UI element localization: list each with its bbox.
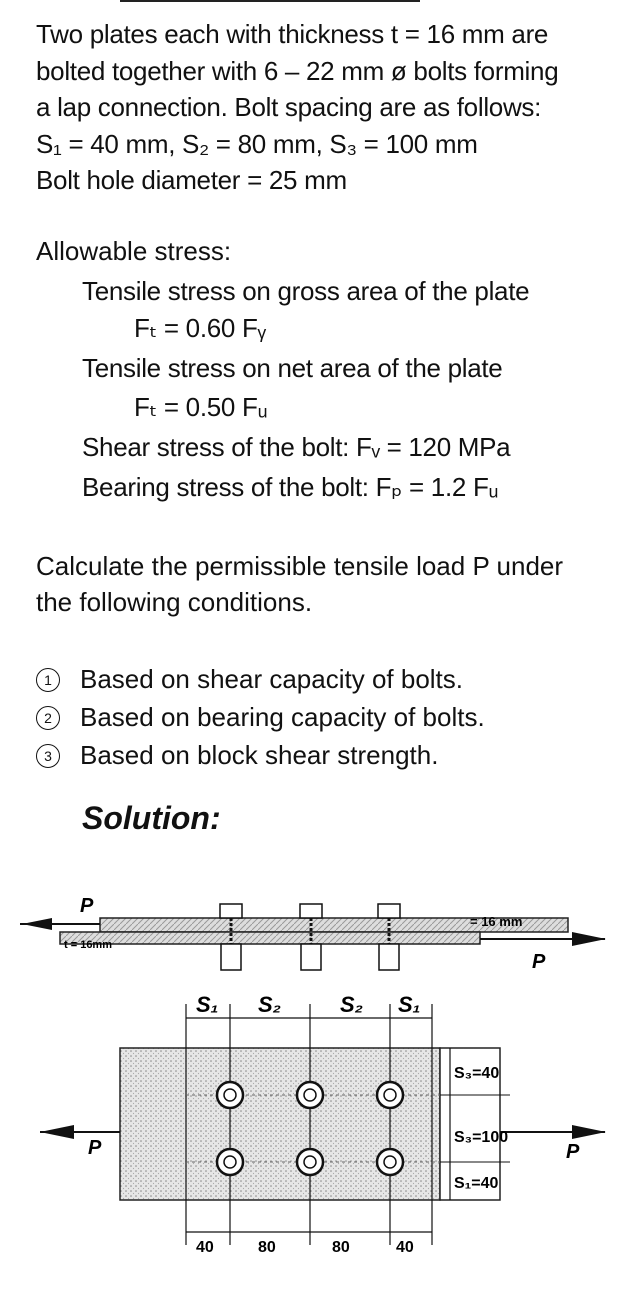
task-line: Calculate the permissible tensile load P under (36, 551, 564, 581)
condition-text: Based on shear capacity of bolts. (80, 664, 464, 694)
bolt-hole (377, 1149, 403, 1175)
solution-label: Solution: (82, 800, 221, 836)
net-label: Tensile stress on net area of the plate (82, 353, 503, 383)
plan-plate (120, 1048, 440, 1200)
side-spacing-label: S₃=100 (454, 1129, 509, 1146)
condition-text: Based on bearing capacity of bolts. (80, 702, 485, 732)
bolt-hole (297, 1149, 323, 1175)
condition-number: 3 (36, 744, 60, 768)
left-arrow-head (22, 918, 52, 930)
bolt-hole (297, 1082, 323, 1108)
bottom-dimension-label: 80 (332, 1239, 350, 1256)
condition-number: 1 (36, 668, 60, 692)
bottom-plate (60, 932, 480, 944)
right-arrow-head (572, 932, 606, 946)
side-spacing-label: S₁=40 (454, 1175, 499, 1192)
gross-formula: Fₜ = 0.60 Fᵧ (134, 313, 266, 343)
plan-left-arrow-head (40, 1125, 74, 1139)
spacing-label: S₂ (340, 992, 364, 1017)
load-label-left: P (80, 895, 94, 917)
plan-load-left: P (88, 1137, 102, 1159)
side-spacing-label: S₃=40 (454, 1065, 500, 1082)
plan-right-arrow-head (572, 1125, 606, 1139)
thickness-label-right: = 16 mm (470, 914, 523, 929)
spacing-label: S₁ (196, 992, 219, 1017)
bolt-hole (377, 1082, 403, 1108)
spacing-label: S₁ (398, 992, 421, 1017)
bottom-dimension-label: 80 (258, 1239, 276, 1256)
problem-line: Two plates each with thickness t = 16 mm are (36, 19, 549, 49)
condition-text: Based on block shear strength. (80, 740, 439, 770)
shear-stress: Shear stress of the bolt: Fᵥ = 120 MPa (82, 432, 511, 462)
bottom-dimension-label: 40 (396, 1239, 414, 1256)
bolt-hole (217, 1082, 243, 1108)
load-label-right: P (532, 951, 546, 973)
condition-number: 2 (36, 706, 60, 730)
allowable-heading: Allowable stress: (36, 236, 232, 266)
gross-label: Tensile stress on gross area of the plate (82, 276, 530, 306)
task-line: the following conditions. (36, 587, 313, 617)
spacing-label: S₂ (258, 992, 282, 1017)
side-elevation (20, 895, 606, 973)
bottom-dimension-label: 40 (196, 1239, 214, 1256)
problem-line: a lap connection. Bolt spacing are as follows: (36, 92, 542, 122)
problem-line: Bolt hole diameter = 25 mm (36, 165, 347, 195)
net-formula: Fₜ = 0.50 Fᵤ (134, 392, 268, 422)
problem-line: bolted together with 6 – 22 mm ø bolts forming (36, 55, 559, 86)
problem-line: S₁ = 40 mm, S₂ = 80 mm, S₃ = 100 mm (36, 128, 478, 159)
plan-view (40, 992, 606, 1256)
thickness-label-left: t = 16mm (64, 939, 112, 951)
bolt-hole (217, 1149, 243, 1175)
bearing-stress: Bearing stress of the bolt: Fₚ = 1.2 Fᵤ (82, 472, 499, 502)
plan-load-right: P (566, 1141, 580, 1163)
